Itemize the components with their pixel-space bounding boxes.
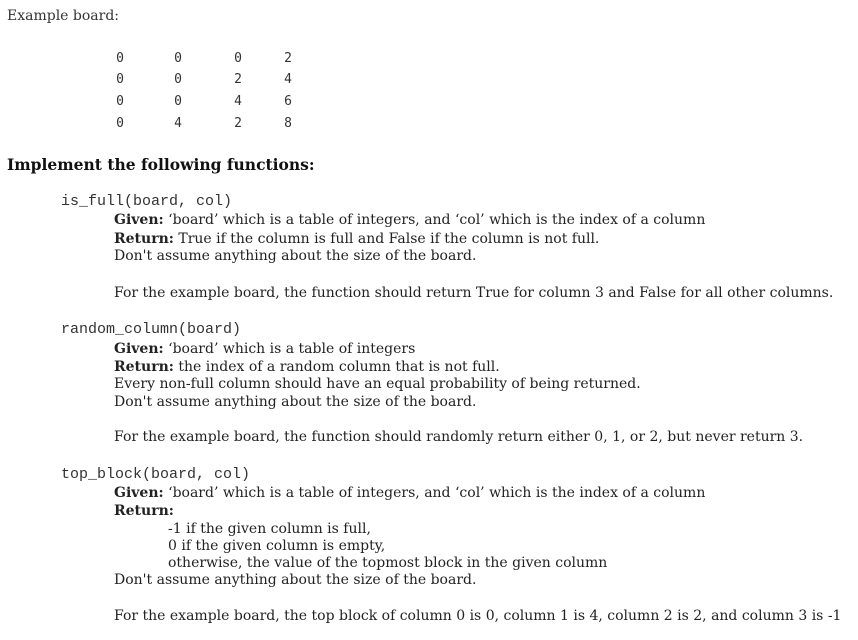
board-cell: 0 [116, 72, 124, 87]
return-line [114, 231, 599, 247]
board-cell: 0 [116, 116, 124, 131]
probability-note: Every non-full column should have an equal probability of being returned. [114, 376, 641, 392]
return-label: Return: [114, 503, 174, 519]
return-text: the index of a random column that is not full. [173, 359, 500, 375]
function-signature-top-block: top_block(board, col) [61, 466, 251, 483]
board-cell: 0 [174, 72, 182, 87]
size-note: Don't assume anything about the size of the board. [114, 394, 477, 410]
return-line [114, 359, 500, 375]
board-cell: 4 [234, 94, 242, 109]
board-cell: 0 [116, 94, 124, 109]
function-signature-random-column: random_column(board) [61, 321, 242, 338]
board-cell: 0 [174, 51, 182, 66]
board-cell: 4 [174, 116, 182, 131]
intro-text: Example board: [7, 8, 120, 24]
return-item: 0 if the given column is empty, [168, 538, 386, 554]
given-label: Given: [114, 341, 164, 357]
size-note: Don't assume anything about the size of the board. [114, 572, 477, 588]
return-text: True if the column is full and False if the column is not full. [173, 231, 600, 247]
board-cell: 6 [284, 94, 292, 109]
example-note: For the example board, the top block of column 0 is 0, column 1 is 4, column 2 is 2, and column 3 is -1 [114, 608, 842, 624]
board-cell: 2 [284, 51, 292, 66]
size-note: Don't assume anything about the size of the board. [114, 248, 477, 264]
given-text: ‘board’ which is a table of integers, and ‘col’ which is the index of a column [163, 485, 706, 501]
given-line [114, 212, 705, 228]
return-item: otherwise, the value of the topmost block in the given column [168, 555, 608, 571]
board-cell: 4 [284, 72, 292, 87]
example-note: For the example board, the function should randomly return either 0, 1, or 2, but never return 3. [114, 429, 804, 445]
return-label: Return: [114, 231, 174, 247]
given-text: ‘board’ which is a table of integers [163, 341, 416, 357]
function-signature-is-full: is_full(board, col) [61, 193, 233, 210]
board-cell: 0 [116, 51, 124, 66]
return-label: Return: [114, 359, 174, 375]
example-note: For the example board, the function should return True for column 3 and False for all other columns. [114, 285, 834, 301]
given-text: ‘board’ which is a table of integers, and ‘col’ which is the index of a column [163, 212, 706, 228]
given-label: Given: [114, 212, 164, 228]
section-heading: Implement the following functions: [7, 155, 315, 174]
given-line [114, 485, 705, 501]
given-label: Given: [114, 485, 164, 501]
given-line [114, 341, 415, 357]
return-item: -1 if the given column is full, [168, 521, 371, 537]
board-cell: 0 [234, 51, 242, 66]
board-cell: 2 [234, 116, 242, 131]
board-cell: 2 [234, 72, 242, 87]
board-cell: 8 [284, 116, 292, 131]
board-cell: 0 [174, 94, 182, 109]
